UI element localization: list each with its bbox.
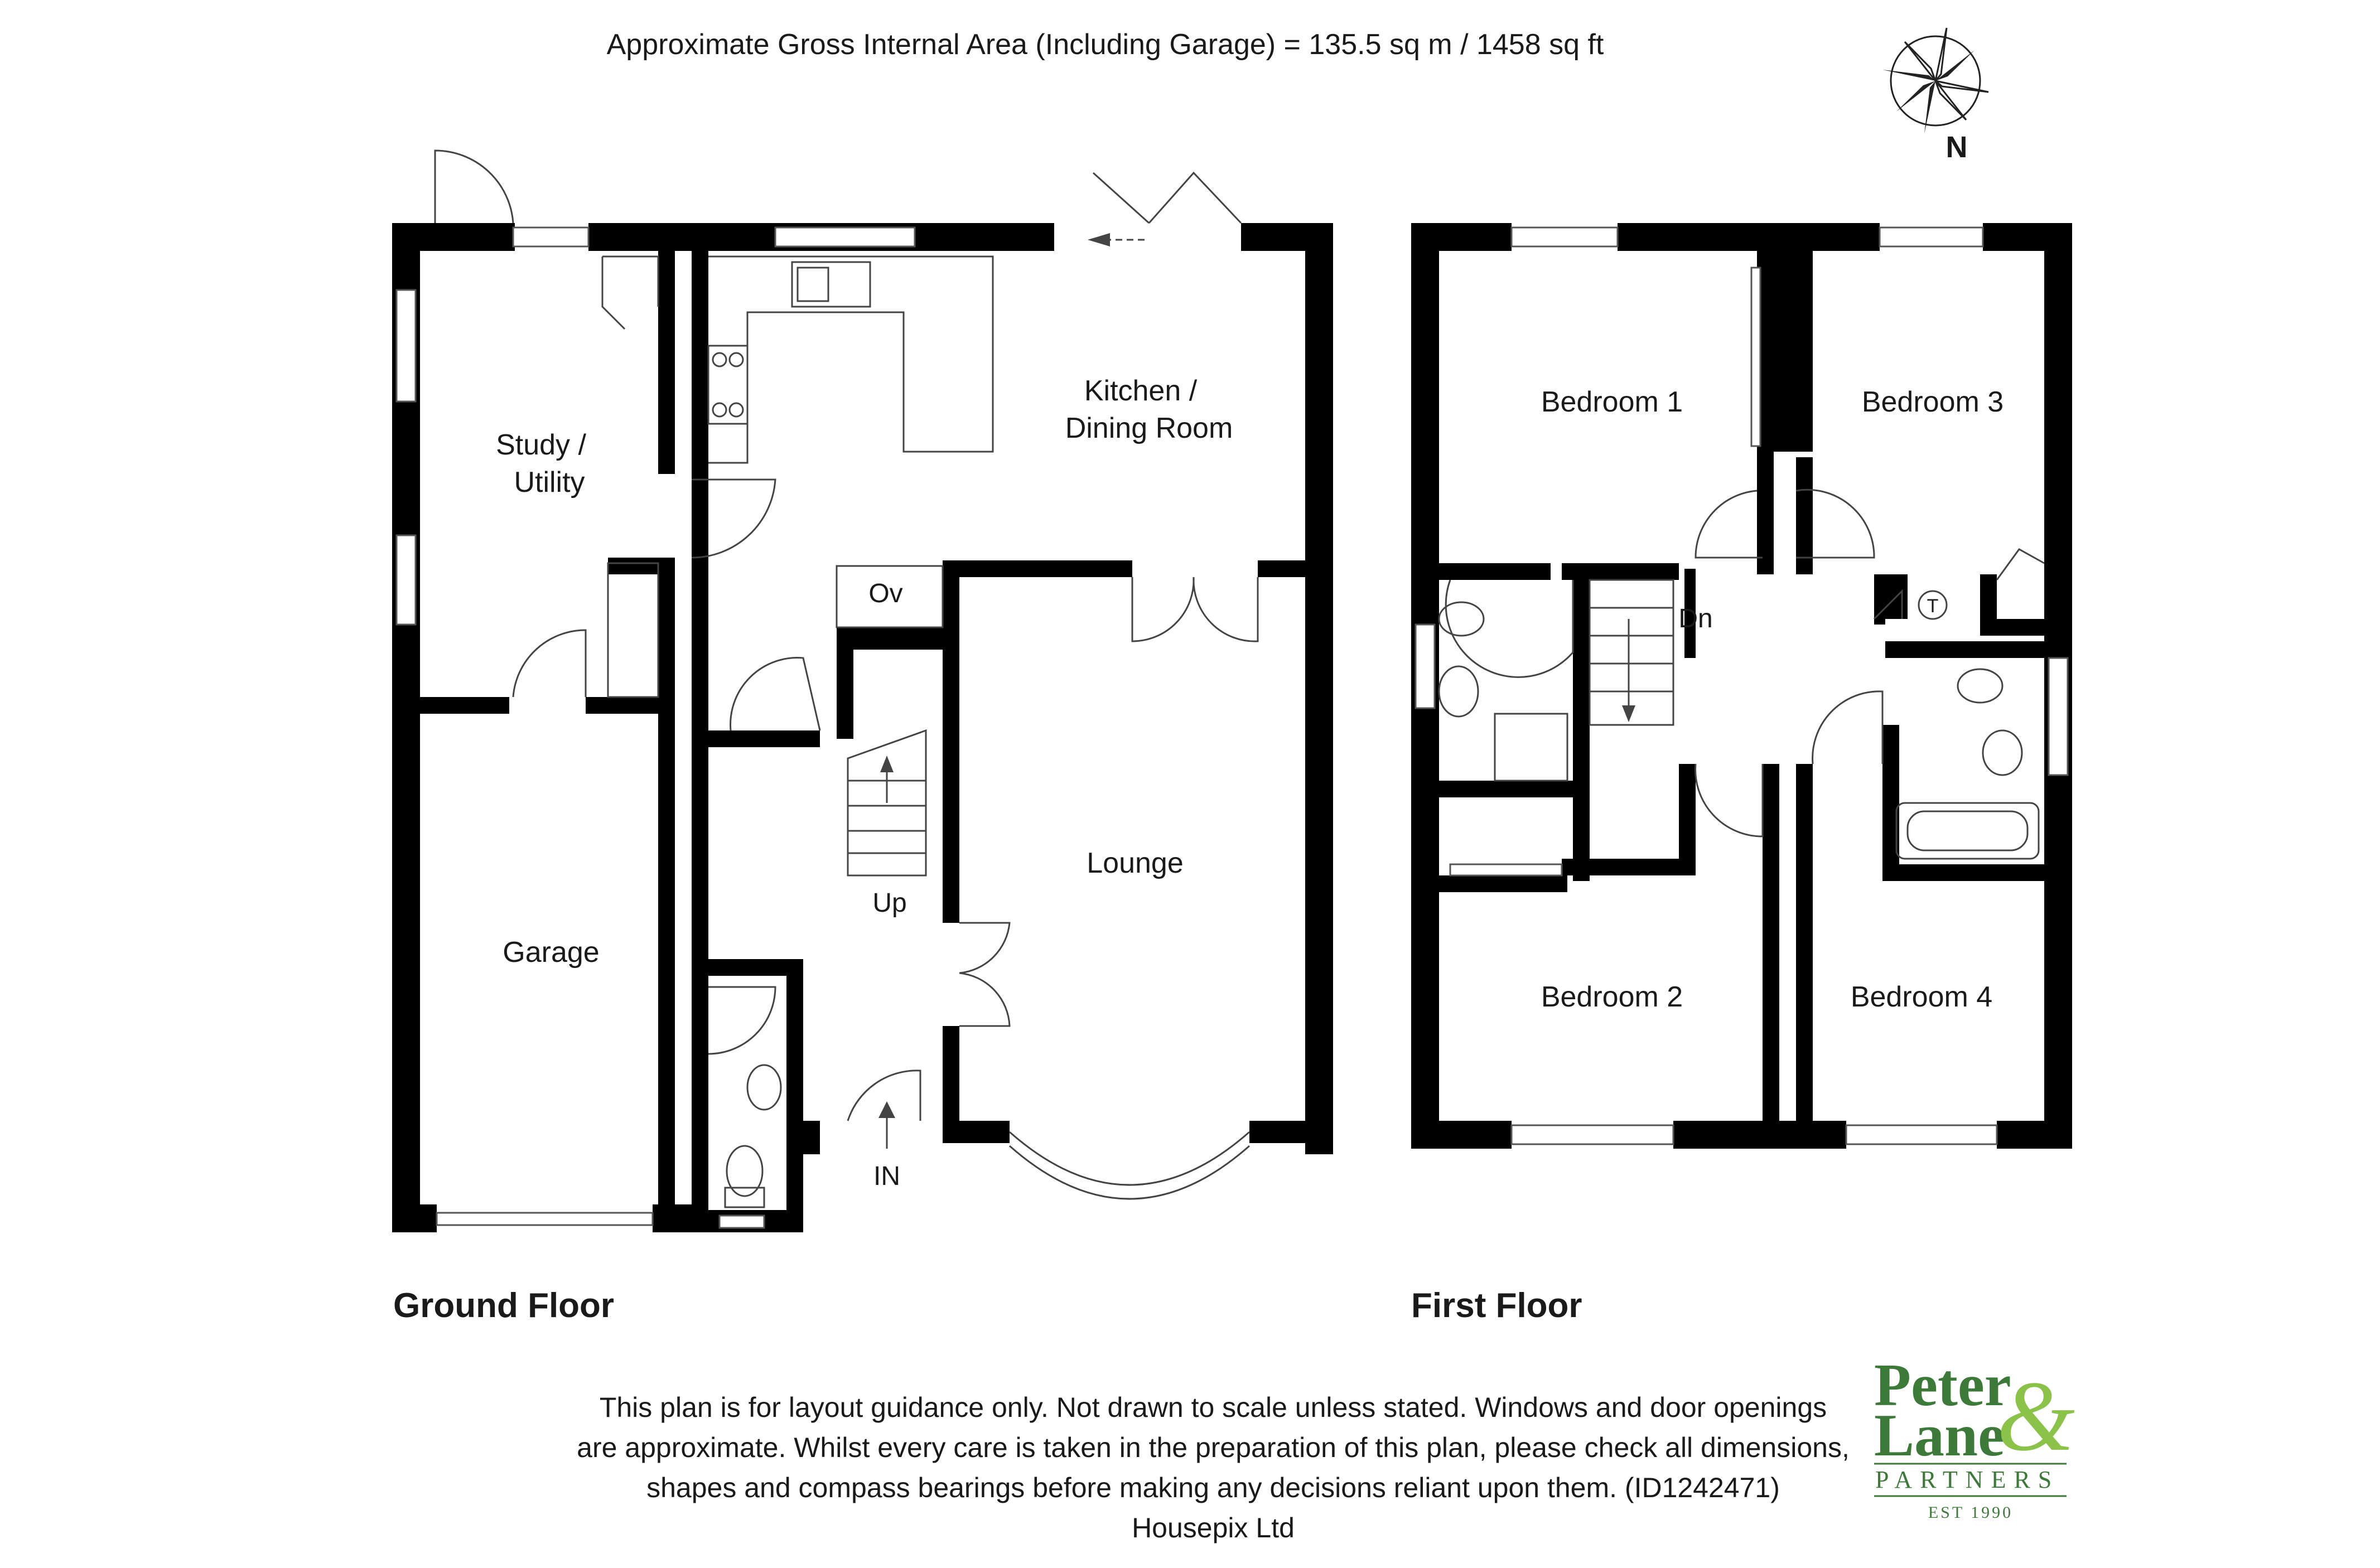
- logo-est: EST 1990: [1928, 1503, 2014, 1522]
- entrance-label: IN: [873, 1162, 900, 1191]
- logo-name-line1: Peter: [1874, 1352, 2011, 1419]
- area-summary: Approximate Gross Internal Area (Including Garage) = 135.5 sq m / 1458 sq ft: [606, 28, 1604, 61]
- bedroom3-label: Bedroom 3: [1861, 386, 2004, 418]
- disclaimer-line2: are approximate. Whilst every care is taken in the preparation of this plan, please check all dimensions,: [577, 1432, 1850, 1463]
- stairs-up-label: Up: [872, 888, 907, 918]
- first-floor-stairs: [1590, 580, 1673, 725]
- ground-floor-title: Ground Floor: [393, 1286, 615, 1325]
- kitchen-label-line1: Kitchen /: [1084, 375, 1198, 407]
- logo-name-line2: Lane: [1874, 1402, 2005, 1469]
- compass-north-label: N: [1945, 130, 1968, 164]
- first-floor-title: First Floor: [1411, 1286, 1582, 1325]
- disclaimer: [491, 1387, 1935, 1548]
- wc-fittings: [725, 1065, 781, 1207]
- study-label-line1: Study /: [496, 429, 586, 461]
- tank-label: T: [1927, 596, 1939, 617]
- disclaimer-line1: This plan is for layout guidance only. Not drawn to scale unless stated. Windows and door openings: [599, 1392, 1827, 1423]
- bedroom2-label: Bedroom 2: [1541, 981, 1683, 1013]
- bedroom4-label: Bedroom 4: [1850, 981, 1993, 1013]
- logo-ampersand: &: [1997, 1361, 2075, 1472]
- compass-icon: [1882, 28, 1988, 134]
- oven-label: Ov: [868, 579, 903, 608]
- kitchen-label-line2: Dining Room: [1065, 412, 1233, 444]
- bathroom-fittings: [1439, 591, 2039, 859]
- logo-partners: PARTNERS: [1875, 1466, 2060, 1493]
- garage-label: Garage: [503, 936, 600, 969]
- disclaimer-line4: Housepix Ltd: [1132, 1512, 1295, 1543]
- disclaimer-line3: shapes and compass bearings before making any decisions reliant upon them. (ID1242471): [646, 1472, 1780, 1503]
- stairs-down-label: Dn: [1678, 604, 1713, 633]
- lounge-label: Lounge: [1087, 847, 1184, 879]
- study-label-line2: Utility: [514, 466, 585, 499]
- ground-stairs: [848, 730, 926, 875]
- bedroom1-label: Bedroom 1: [1541, 386, 1683, 418]
